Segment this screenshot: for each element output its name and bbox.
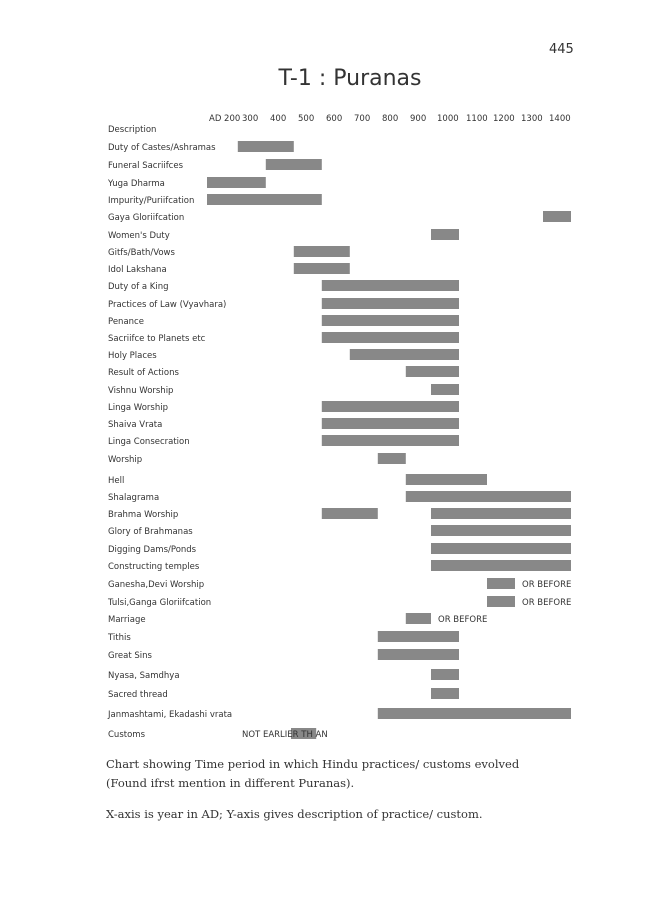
x-tick-label: 900 bbox=[410, 114, 427, 124]
bar-annotation: OR BEFORE bbox=[522, 598, 572, 608]
row-label: Tulsi,Ganga Gloriifcation bbox=[108, 598, 212, 608]
caption-line-2: (Found ifrst mention in different Puranas). bbox=[106, 776, 355, 790]
row-label: Holy Places bbox=[108, 351, 157, 361]
row-label: Linga Consecration bbox=[108, 437, 190, 447]
gantt-bar bbox=[406, 613, 431, 624]
row-label: Gaya Gloriifcation bbox=[108, 213, 185, 223]
chart-title: T-1 : Puranas bbox=[278, 66, 422, 91]
row-label: Constructing temples bbox=[108, 562, 200, 572]
row-label: Funeral Sacriifces bbox=[108, 161, 184, 171]
bar-annotation: NOT EARLIER TH AN bbox=[242, 730, 328, 740]
row-label: Ganesha,Devi Worship bbox=[108, 580, 205, 590]
row-label: Linga Worship bbox=[108, 403, 168, 413]
gantt-bar bbox=[406, 366, 459, 377]
gantt-bar bbox=[431, 508, 571, 519]
row-label: Result of Actions bbox=[108, 368, 179, 378]
row-label: Customs bbox=[108, 730, 145, 740]
caption-line-3: X-axis is year in AD; Y-axis gives description of practice/ custom. bbox=[106, 807, 483, 821]
row-label: Sacred thread bbox=[108, 690, 168, 700]
gantt-bar bbox=[487, 578, 515, 589]
row-label: Tithis bbox=[108, 633, 131, 643]
gantt-bar bbox=[350, 349, 459, 360]
gantt-bar bbox=[322, 280, 459, 291]
x-tick-label: 1300 bbox=[521, 114, 543, 124]
gantt-bar bbox=[322, 298, 459, 309]
gantt-bar bbox=[431, 525, 571, 536]
row-label: Vishnu Worship bbox=[108, 386, 174, 396]
gantt-bar bbox=[322, 315, 459, 326]
gantt-bar bbox=[431, 229, 459, 240]
gantt-bar bbox=[431, 688, 459, 699]
row-label: Sacriifce to Planets etc bbox=[108, 334, 206, 344]
gantt-bar bbox=[431, 543, 571, 554]
gantt-bar bbox=[378, 453, 406, 464]
gantt-bar bbox=[487, 596, 515, 607]
row-label: Gitfs/Bath/Vows bbox=[108, 248, 175, 258]
row-label: Impurity/Puriifcation bbox=[108, 196, 195, 206]
gantt-bar bbox=[207, 177, 266, 188]
x-tick-label: 1100 bbox=[466, 114, 488, 124]
bar-annotation: OR BEFORE bbox=[522, 580, 572, 590]
gantt-bar bbox=[322, 435, 459, 446]
x-tick-label: 500 bbox=[298, 114, 315, 124]
x-tick-label: 400 bbox=[270, 114, 287, 124]
row-label: Duty of a King bbox=[108, 282, 169, 292]
row-label: Hell bbox=[108, 476, 125, 486]
row-label: Duty of Castes/Ashramas bbox=[108, 143, 216, 153]
gantt-bar bbox=[294, 263, 350, 274]
row-label: Idol Lakshana bbox=[108, 265, 167, 275]
gantt-bar bbox=[238, 141, 294, 152]
row-label: Penance bbox=[108, 317, 144, 327]
row-label: Worship bbox=[108, 455, 143, 465]
row-label: Marriage bbox=[108, 615, 146, 625]
row-label: Yuga Dharma bbox=[108, 179, 165, 189]
row-label: Digging Dams/Ponds bbox=[108, 545, 197, 555]
gantt-bar bbox=[378, 649, 459, 660]
gantt-bar bbox=[378, 631, 459, 642]
x-tick-label: 1200 bbox=[493, 114, 515, 124]
gantt-bar bbox=[378, 708, 571, 719]
gantt-bar bbox=[294, 246, 350, 257]
gantt-bar bbox=[431, 560, 571, 571]
row-label: Women's Duty bbox=[108, 231, 170, 241]
gantt-bar bbox=[322, 401, 459, 412]
row-label: Brahma Worship bbox=[108, 510, 179, 520]
gantt-bar bbox=[322, 418, 459, 429]
x-tick-label: 800 bbox=[382, 114, 399, 124]
row-label: Practices of Law (Vyavhara) bbox=[108, 300, 227, 310]
x-tick-label: 700 bbox=[354, 114, 371, 124]
caption-line-1: Chart showing Time period in which Hindu practices/ customs evolved bbox=[106, 757, 520, 771]
row-label: Glory of Brahmanas bbox=[108, 527, 193, 537]
page-number: 445 bbox=[549, 42, 574, 57]
row-label: Great Sins bbox=[108, 651, 152, 661]
row-label: Shaiva Vrata bbox=[108, 420, 163, 430]
gantt-bar bbox=[322, 332, 459, 343]
x-tick-label: 600 bbox=[326, 114, 343, 124]
y-axis-label: Description bbox=[108, 125, 157, 135]
gantt-bar bbox=[431, 669, 459, 680]
gantt-bar bbox=[266, 159, 322, 170]
gantt-bar bbox=[431, 384, 459, 395]
gantt-bar bbox=[543, 211, 571, 222]
bar-annotation: OR BEFORE bbox=[438, 615, 488, 625]
x-tick-label: 300 bbox=[242, 114, 259, 124]
gantt-bar bbox=[207, 194, 322, 205]
row-label: Janmashtami, Ekadashi vrata bbox=[108, 710, 233, 720]
gantt-bar bbox=[406, 491, 571, 502]
x-tick-label: 1000 bbox=[437, 114, 459, 124]
x-tick-label: 1400 bbox=[549, 114, 571, 124]
row-label: Shalagrama bbox=[108, 493, 160, 503]
gantt-bar bbox=[322, 508, 378, 519]
row-label: Nyasa, Samdhya bbox=[108, 671, 180, 681]
x-tick-label: AD 200 bbox=[209, 114, 241, 124]
gantt-bar bbox=[406, 474, 487, 485]
